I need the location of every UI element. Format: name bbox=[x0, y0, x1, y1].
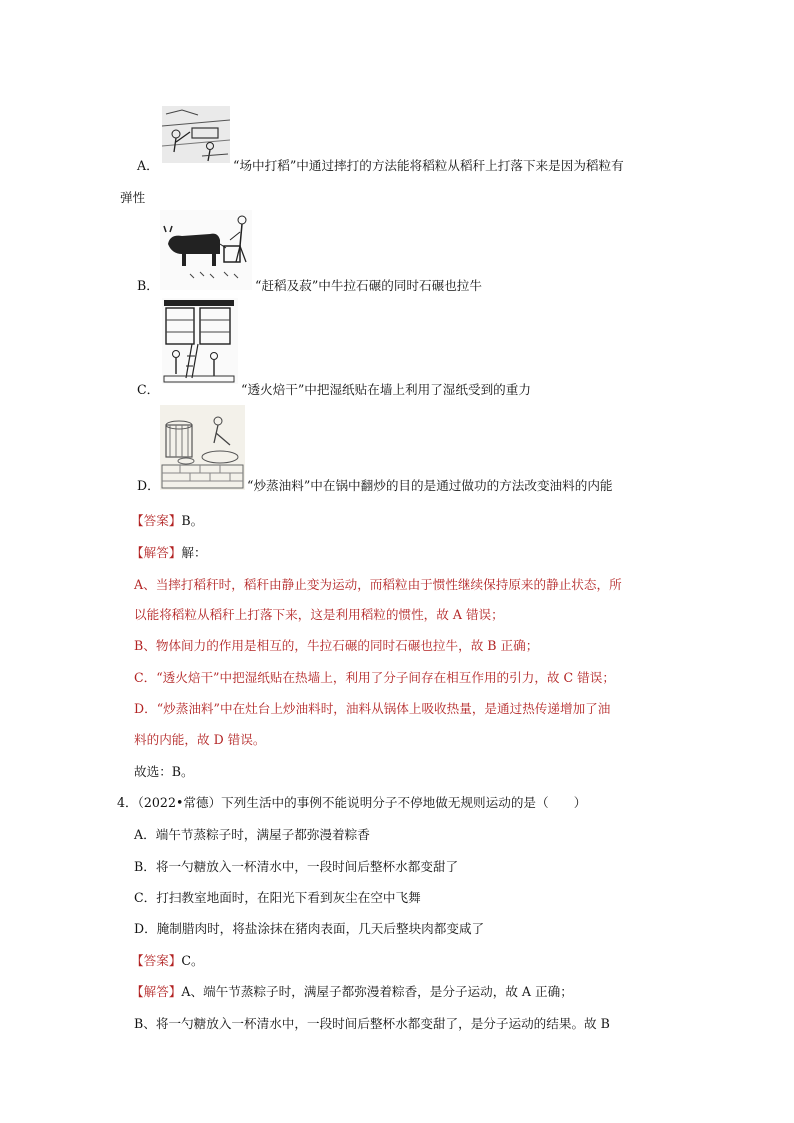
option-b-letter: B． bbox=[137, 278, 159, 293]
q4-stem bbox=[117, 792, 586, 811]
option-d-letter: D． bbox=[137, 478, 160, 493]
option-b-text: “赶稻及菽”中牛拉石碾的同时石碾也拉牛 bbox=[255, 278, 482, 293]
ox-pulling-roller-illustration bbox=[160, 210, 252, 290]
option-a-text: “场中打稻”中通过摔打的方法能将稻粒从稻秆上打落下来是因为稻粒有 bbox=[233, 158, 624, 173]
q3-analysis-heading bbox=[131, 542, 207, 561]
option-c-text: “透火焙干”中把湿纸贴在墙上利用了湿纸受到的重力 bbox=[241, 382, 531, 397]
q3-conclusion: 故选：B。 bbox=[134, 764, 194, 779]
analysis-intro: 解： bbox=[181, 545, 207, 560]
q4-analysis-line-1 bbox=[131, 981, 573, 1000]
q4-answer-value: C。 bbox=[181, 953, 204, 968]
q3-analysis-line-5: D．“炒蒸油料”中在灶台上炒油料时，油料从锅体上吸收热量，是通过热传递增加了油 bbox=[134, 701, 611, 716]
answer-label: 【答案】 bbox=[131, 513, 182, 528]
answer-value: B。 bbox=[181, 513, 204, 528]
q3-analysis-line-2: 以能将稻粒从稻秆上打落下来，这是利用稻粒的惯性，故 A 错误； bbox=[134, 607, 504, 622]
q4-answer-label: 【答案】 bbox=[131, 953, 182, 968]
q4-analysis-label: 【解答】 bbox=[131, 984, 182, 999]
option-c-letter: C． bbox=[137, 382, 160, 397]
q4-stem-text: （2022•常德）下列生活中的事例不能说明分子不停地做无规则运动的是（ ） bbox=[137, 795, 587, 810]
q3-analysis-line-6: 料的内能，故 D 错误。 bbox=[134, 732, 266, 747]
q4-analysis-line-2: B、将一勺糖放入一杯清水中，一段时间后整杯水都变甜了，是分子运动的结果。故 B bbox=[134, 1016, 610, 1031]
threshing-illustration bbox=[162, 106, 230, 163]
q4-answer bbox=[131, 950, 204, 969]
stir-frying-oil-illustration bbox=[160, 405, 245, 490]
q3-analysis-line-3: B、物体间力的作用是相互的，牛拉石碾的同时石碾也拉牛，故 B 正确； bbox=[134, 638, 539, 653]
paper-drying-wall-illustration bbox=[162, 298, 238, 384]
q4-number: 4． bbox=[117, 795, 138, 810]
q4-option-a: A．端午节蒸粽子时，满屋子都弥漫着粽香 bbox=[134, 827, 370, 842]
option-a-letter: A． bbox=[137, 158, 159, 173]
option-a-text-continued: 弹性 bbox=[120, 190, 146, 205]
q3-analysis-line-1: A、当摔打稻秆时，稻秆由静止变为运动，而稻粒由于惯性继续保持原来的静止状态，所 bbox=[134, 577, 622, 592]
q4-analysis-text-1: A、端午节蒸粽子时，满屋子都弥漫着粽香，是分子运动，故 A 正确； bbox=[181, 984, 573, 999]
q3-answer bbox=[131, 510, 203, 529]
q3-analysis-line-4: C．“透火焙干”中把湿纸贴在热墙上，利用了分子间存在相互作用的引力，故 C 错误； bbox=[134, 670, 615, 685]
analysis-label: 【解答】 bbox=[131, 545, 182, 560]
option-d-text: “炒蒸油料”中在锅中翻炒的目的是通过做功的方法改变油料的内能 bbox=[247, 478, 613, 493]
q4-option-d: D．腌制腊肉时，将盐涂抹在猪肉表面，几天后整块肉都变咸了 bbox=[134, 921, 485, 936]
q4-option-c: C．打扫教室地面时，在阳光下看到灰尘在空中飞舞 bbox=[134, 890, 421, 905]
q4-option-b: B．将一勺糖放入一杯清水中，一段时间后整杯水都变甜了 bbox=[134, 859, 459, 874]
